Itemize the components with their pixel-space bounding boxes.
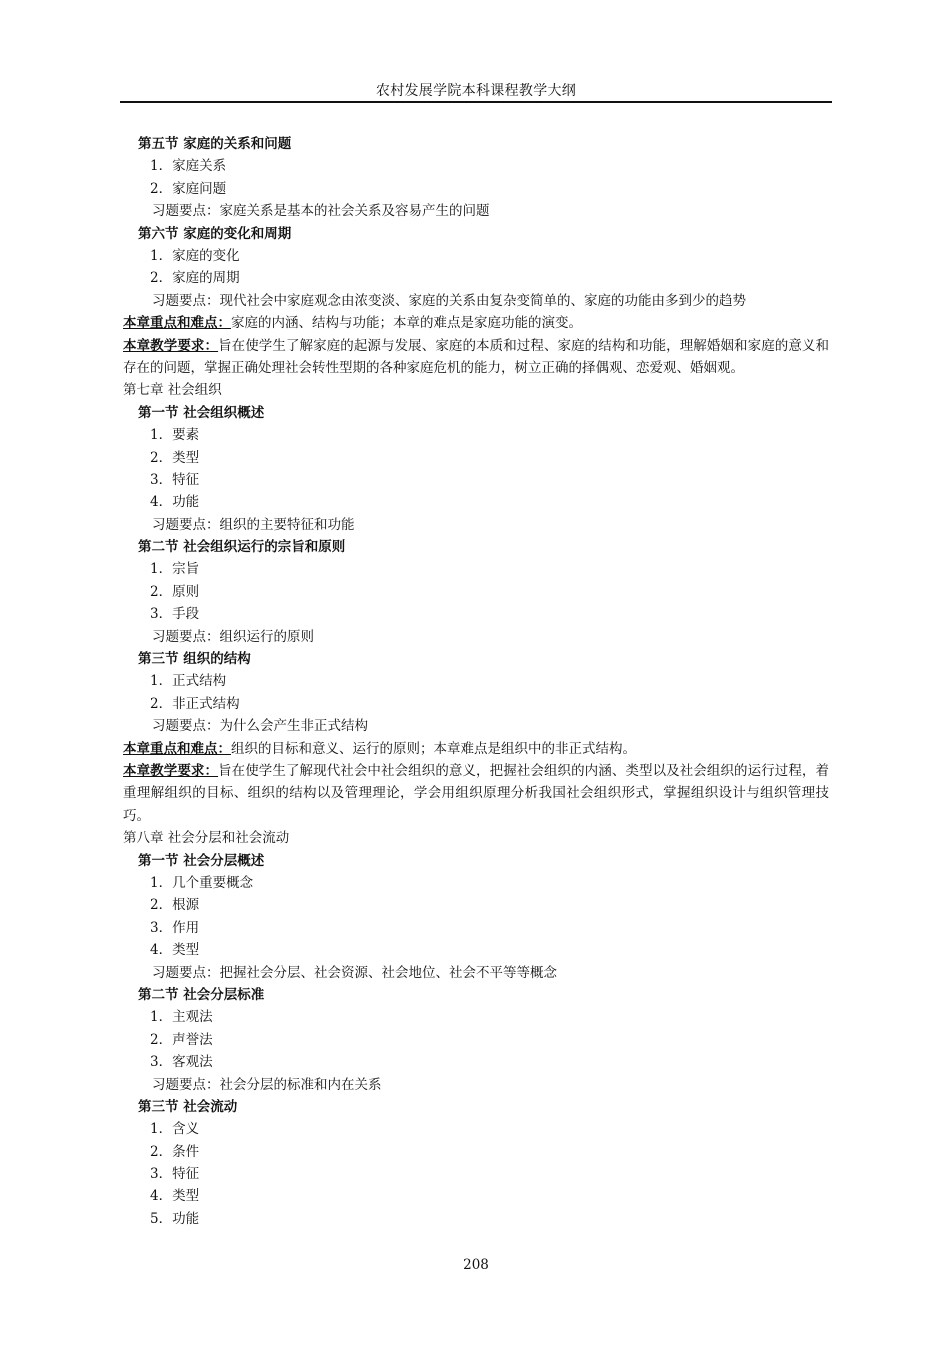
section-heading: 第一节 社会分层概述 (138, 852, 265, 869)
list-item: 2．类型 (150, 449, 200, 466)
list-item: 1．正式结构 (150, 673, 227, 690)
list-item: 1．家庭关系 (150, 158, 227, 175)
summary-text: 旨在使学生了解家庭的起源与发展、家庭的本质和过程、家庭的结构和功能，理解婚姻和家庭的意义和存在的问题，掌握正确处理社会转性型期的各种家庭危机的能力，树立正确的择偶观、恋爱观、婚姻观。 (123, 337, 830, 376)
section-heading: 第六节 家庭的变化和周期 (138, 225, 292, 242)
exercise-point: 习题要点：为什么会产生非正式结构 (152, 718, 368, 735)
section-heading: 第三节 组织的结构 (138, 651, 251, 668)
section-heading: 第三节 社会流动 (138, 1098, 238, 1115)
section-heading: 第二节 社会分层标准 (138, 986, 265, 1003)
list-item: 3．特征 (150, 471, 200, 488)
chapter-summary-paragraph (123, 738, 829, 760)
exercise-point: 习题要点：组织的主要特征和功能 (152, 516, 355, 533)
chapter-heading: 第八章 社会分层和社会流动 (123, 830, 290, 847)
summary-text: 旨在使学生了解现代社会中社会组织的意义，把握社会组织的内涵、类型以及社会组织的运行过程，着重理解组织的目标、组织的结构以及管理理论，学会用组织原理分析我国社会组织形式，掌握组织设计与组织管理技巧。 (123, 763, 830, 824)
list-item: 1．要素 (150, 427, 200, 444)
list-item: 2．原则 (150, 583, 200, 600)
list-item: 2．非正式结构 (150, 695, 240, 712)
list-item: 4．类型 (150, 942, 200, 959)
chapter-heading: 第七章 社会组织 (123, 382, 222, 399)
document-body (123, 133, 829, 1230)
list-item: 2．条件 (150, 1143, 200, 1160)
chapter-summary-paragraph (123, 760, 829, 827)
list-item: 2．家庭问题 (150, 180, 227, 197)
list-item: 2．声誉法 (150, 1031, 213, 1048)
summary-text: 组织的目标和意义、运行的原则；本章难点是组织中的非正式结构。 (231, 740, 636, 757)
header-divider (120, 101, 832, 103)
list-item: 3．客观法 (150, 1054, 213, 1071)
list-item: 3．手段 (150, 606, 200, 623)
list-item: 1．家庭的变化 (150, 247, 240, 264)
exercise-point: 习题要点：把握社会分层、社会资源、社会地位、社会不平等等概念 (152, 964, 557, 981)
chapter-summary-paragraph (123, 335, 829, 380)
section-heading: 第五节 家庭的关系和问题 (138, 136, 292, 152)
exercise-point: 习题要点：社会分层的标准和内在关系 (152, 1076, 382, 1093)
list-item: 1．几个重要概念 (150, 875, 254, 891)
summary-label: 本章重点和难点： (123, 315, 231, 332)
list-item: 3．特征 (150, 1166, 200, 1183)
list-item: 1．含义 (150, 1121, 200, 1138)
exercise-point: 习题要点：家庭关系是基本的社会关系及容易产生的问题 (152, 203, 490, 220)
list-item: 1．主观法 (150, 1009, 213, 1026)
exercise-point: 习题要点：组织运行的原则 (152, 628, 314, 645)
section-heading: 第一节 社会组织概述 (138, 404, 265, 421)
exercise-point: 习题要点：现代社会中家庭观念由浓变淡、家庭的关系由复杂变简单的、家庭的功能由多到少的趋势 (152, 292, 746, 309)
list-item: 2．家庭的周期 (150, 270, 240, 287)
list-item: 4．功能 (150, 494, 200, 511)
list-item: 4．类型 (150, 1188, 200, 1205)
chapter-summary-paragraph (123, 312, 829, 334)
list-item: 3．作用 (150, 919, 200, 936)
summary-text: 家庭的内涵、结构与功能；本章的难点是家庭功能的演变。 (231, 315, 582, 332)
page-header-title: 农村发展学院本科课程教学大纲 (375, 83, 577, 99)
summary-label: 本章重点和难点： (123, 740, 231, 757)
summary-label: 本章教学要求： (123, 337, 219, 354)
list-item: 5．功能 (150, 1210, 200, 1227)
list-item: 2．根源 (150, 897, 200, 914)
list-item: 1．宗旨 (150, 561, 200, 578)
section-heading: 第二节 社会组织运行的宗旨和原则 (138, 539, 346, 556)
page-number: 208 (463, 1257, 489, 1273)
summary-label: 本章教学要求： (123, 763, 219, 779)
